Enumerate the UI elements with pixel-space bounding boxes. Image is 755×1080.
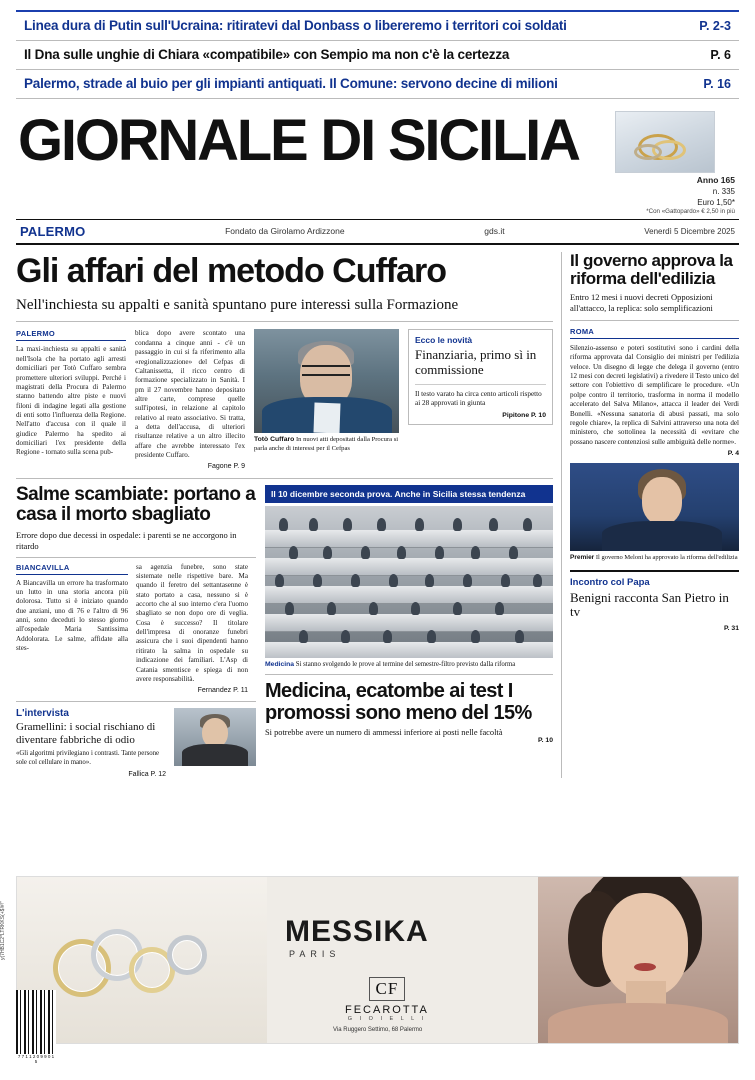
portrait-photo — [254, 329, 399, 433]
masthead-infobar — [16, 219, 739, 245]
right-box-kicker: Incontro col Papa — [570, 576, 650, 588]
article-salme-byline-page: P. 11 — [233, 687, 248, 695]
right-box-title: Benigni racconta San Pietro in tv — [570, 589, 729, 620]
right-news-box[interactable] — [570, 570, 739, 633]
right-box-page: P. 31 — [724, 625, 739, 633]
medicina-caption-text: Si stanno svolgendo le prove al termine del semestre-filtro previsto dalla riforma — [295, 661, 516, 669]
founder-line: Fondato da Girolamo Ardizzone — [225, 226, 345, 237]
article-salme — [16, 485, 256, 777]
right-body: Silenzio-assenso e poteri sostitutivi sono i cardini della riforma approvata dal Consiglio dei ministri per l'edilizia veloce. Un disegno di legge che delega il governo (entro 12 mesi con decreti legislativi) a rivedere il Testo unico del settore con l'obiettivo di semplificare le procedure. «Un polpe contro il territorio, trasforma in norma il modello accelerato del Salva Milano», attacca il leader dei Verdi Bonelli. «Nessuna sanatoria di abusi passati, ma solo regole chiare», la replica di Salvini attraverso una nota del ministero, che sottolinea la necessità di «evitare che possano nascere contenziosi sulle ambiguità delle norme». — [570, 343, 739, 446]
ad-monogram: CF — [369, 977, 406, 1001]
top-headline-row[interactable] — [16, 10, 739, 41]
barcode-vertical-code: y(7HB1C2*LTRKKS(+$!#!" — [0, 901, 6, 960]
top-headline-text: Palermo, strade al buio per gli impianti antiquati. Il Comune: servono decine di milioni — [24, 76, 558, 91]
lead-byline-page: P. 9 — [233, 463, 245, 471]
left-column — [16, 252, 553, 778]
article-salme-col1: A Biancavilla un errore ha trasformato un lutto in una storia ancora più dolorosa. Tutto si è iniziato quando due anziani, uno di 76 e l'altro di 96 anni, sono deceduti lo stesso giorno all'ospedale Maria Santissima Addolorata. Le salme, affidate alla stes- — [16, 578, 128, 653]
article-medicina — [265, 485, 553, 777]
lead-byline — [135, 463, 245, 470]
ad-brand-block — [267, 877, 538, 1043]
edition-anno: Anno 165 — [696, 175, 735, 185]
edition-price: Euro 1,50* — [697, 197, 735, 207]
lead-photo-caption-text: In nuovi atti depositati dalla Procura si parla anche di interessi per il Cefpas — [254, 436, 399, 453]
jewelry-rings-icon — [615, 111, 715, 173]
top-headline-page: P. 16 — [703, 77, 731, 91]
medicina-strip: Il 10 dicembre seconda prova. Anche in Sicilia stessa tendenza — [265, 485, 553, 503]
lead-photo-caption — [254, 436, 399, 453]
barcode-digits: 7 7 1 1 2 0 9 9 0 1 5 — [17, 1054, 55, 1064]
news-box-byline — [415, 412, 546, 419]
interview-headline[interactable]: Gramellini: i social rischiano di diventare fabbriche di odio — [16, 721, 156, 746]
ad-brand-sub: PARIS — [289, 949, 341, 959]
article-salme-kicker: BIANCAVILLA — [16, 563, 128, 575]
lead-headline[interactable]: Gli affari del metodo Cuffaro — [16, 251, 447, 290]
ad-shop-block — [345, 977, 429, 1022]
lead-photo-caption-name: Totò Cuffaro — [254, 436, 295, 444]
main-content — [16, 252, 739, 778]
edition-number: n. 335 — [712, 186, 735, 196]
divider — [16, 478, 553, 479]
lead-byline-name: Fagone — [207, 463, 232, 471]
article-salme-byline-name: Fernandez — [197, 687, 232, 695]
top-headline-row[interactable] — [16, 70, 739, 99]
lead-kicker: PALERMO — [16, 329, 126, 341]
news-box-byline-page: P. 10 — [531, 411, 546, 419]
medicina-caption-tag: Medicina — [265, 661, 295, 669]
right-column — [561, 252, 739, 778]
top-headline-row[interactable] — [16, 41, 739, 70]
ad-brand-name: MESSIKA — [285, 915, 429, 948]
lead-text-col2: blica dopo avere scontato una condanna a cinque anni - c'è un passaggio in cui si fa riferimento alla «regionalizzazione» del Cefpas di Caltanissetta, il ricco centro di formazione specializzato in Sanità. I pm il 27 novembre hanno depositato altre carte, comprese quelle sull'ipotesi, in relazione al capitolo relativo al reato associativo. Si tratta, a detta dell'accusa, di ulteriori risultanze relative a un altro illecito affare che avrebbe interessato l'ex presidente Cuffaro. — [135, 329, 245, 460]
interview-byline-page: P. 12 — [150, 770, 166, 778]
interview-kicker: L'intervista — [16, 708, 69, 720]
top-headline-page: P. 6 — [710, 48, 731, 62]
masthead — [16, 99, 739, 217]
article-salme-byline — [136, 687, 248, 694]
edition-city: PALERMO — [20, 223, 86, 239]
medicina-photo-caption — [265, 661, 553, 668]
article-salme-sub: Errore dopo due decessi in ospedale: i parenti se ne accorgono in ritardo — [16, 530, 256, 557]
right-headline[interactable]: Il governo approva la riforma dell'edilizia — [570, 250, 733, 288]
barcode-bars — [16, 990, 56, 1054]
portrait-photo — [174, 708, 256, 766]
lead-article-body — [16, 329, 553, 470]
news-box-kicker: Ecco le novità — [415, 335, 473, 346]
advertisement-banner[interactable] — [16, 876, 739, 1044]
right-subheadline: Entro 12 mesi i nuovi decreti Opposizioni all'attacco, la replica: solo semplificazioni — [570, 292, 739, 320]
website-link[interactable]: gds.it — [484, 226, 505, 237]
right-kicker: ROMA — [570, 327, 739, 339]
edition-info — [615, 175, 735, 217]
model-portrait-photo — [538, 877, 738, 1043]
top-headline-text: Il Dna sulle unghie di Chiara «compatibile» con Sempio ma non c'è la certezza — [24, 47, 510, 62]
article-salme-headline[interactable]: Salme scambiate: portano a casa il morto sbagliato — [16, 484, 256, 526]
news-box-title: Finanziaria, primo sì in commissione — [415, 347, 537, 377]
article-salme-col2: sa agenzia funebre, sono state sistemate nelle rispettive bare. Ma quando il feretro del settantasenne è stato portato a casa, nessuno si è accorto che al suo interno c'era l'uomo sbagliato se non dopo ore di veglia. Cosa è successo? Il titolare dell'impresa di onoranze funebri assicura che i suoi dipendenti hanno ritirato la salma in ospedale su indicazione dei familiari. L'Asp di Catania smentisce e spiega di non avere responsabilità. — [136, 562, 248, 683]
right-photo-caption-text: Il governo Meloni ha approvato la riforma dell'edilizia — [595, 554, 738, 562]
medicina-sub: Si potrebbe avere un numero di ammessi inferiore ai posti nelle facoltà — [265, 727, 503, 737]
ad-shop-sub: G I O I E L L I — [347, 1016, 426, 1022]
article-interview — [16, 701, 256, 777]
news-box-byline-name: Pipitone — [502, 411, 530, 419]
right-photo-caption-name: Premier — [570, 554, 595, 562]
premier-portrait-photo — [570, 463, 739, 551]
top-headline-text: Linea dura di Putin sull'Ucraina: ritiratevi dal Donbass o libereremo i territori coi soldati — [24, 18, 567, 33]
ad-address: Via Ruggero Settimo, 68 Palermo — [333, 1027, 423, 1033]
lead-text-col1: La maxi-inchiesta su appalti e sanità nell'Isola che ha portato agli arresti domiciliari per Totò Cuffaro sembra promettere ulteriori sviluppi. Perché i magistrati della Procura di Palermo stanno battendo altre piste e nuovi filoni di indagine legati alla gestione di enti sotto l'influenza della Regione. Nell'atto d'accusa con il quale il giudice Palermo ha spedito ai domiciliari l'ex presidente della Regione - tornato sulla scena pub- — [16, 345, 126, 457]
medicina-headline[interactable]: Medicina, ecatombe ai test I promossi sono meno del 15% — [265, 674, 553, 723]
barcode — [16, 990, 56, 1074]
lecture-hall-photo — [265, 506, 553, 658]
article-salme-body — [16, 563, 256, 695]
lead-photo-block — [254, 329, 399, 470]
ad-shop-name: FECAROTTA — [345, 1004, 429, 1016]
medicina-page: P. 10 — [538, 736, 553, 744]
secondary-articles — [16, 485, 553, 777]
top-headlines-bar — [16, 0, 739, 99]
edition-price-note: *Con «Gattopardo» € 2,50 in più — [646, 208, 735, 216]
sidebar-news-box[interactable] — [408, 329, 553, 425]
interview-byline — [16, 771, 166, 778]
top-headline-page: P. 2-3 — [699, 19, 731, 33]
interview-byline-name: Fallica — [128, 770, 149, 778]
right-photo-caption — [570, 554, 739, 562]
right-page: P. 4 — [727, 450, 739, 458]
lead-subheadline: Nell'inchiesta su appalti e sanità spuntano pure interessi sulla Formazione — [16, 296, 553, 322]
page-title: GIORNALE DI SICILIA — [18, 108, 579, 173]
news-box-body: Il testo varato ha circa cento articoli rispetto ai 28 approvati in giunta — [415, 384, 546, 409]
interview-quote: «Gli algoritmi privilegiano i contrasti. Tante persone sole col cellulare in mano». — [16, 749, 160, 766]
edition-date: Venerdì 5 Dicembre 2025 — [644, 226, 735, 236]
